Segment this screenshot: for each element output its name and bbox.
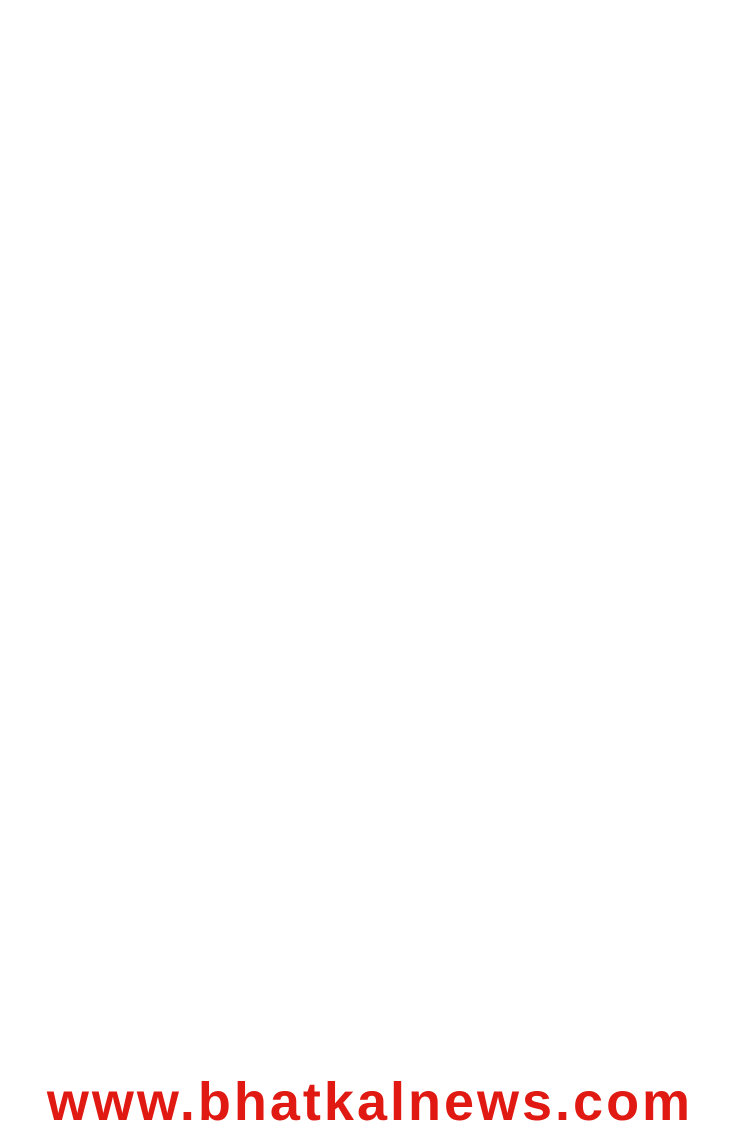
article-saudi-eid	[10, 452, 730, 737]
article-china-pompeo	[10, 262, 730, 452]
site-url-banner: www.bhatkalnews.com	[0, 1071, 740, 1133]
article-nepal	[10, 6, 730, 262]
article-headline	[10, 452, 730, 492]
article-headline	[10, 262, 730, 304]
article-headline	[10, 737, 730, 781]
article-headline	[10, 6, 730, 42]
article-vatican-westbank	[10, 737, 730, 1067]
